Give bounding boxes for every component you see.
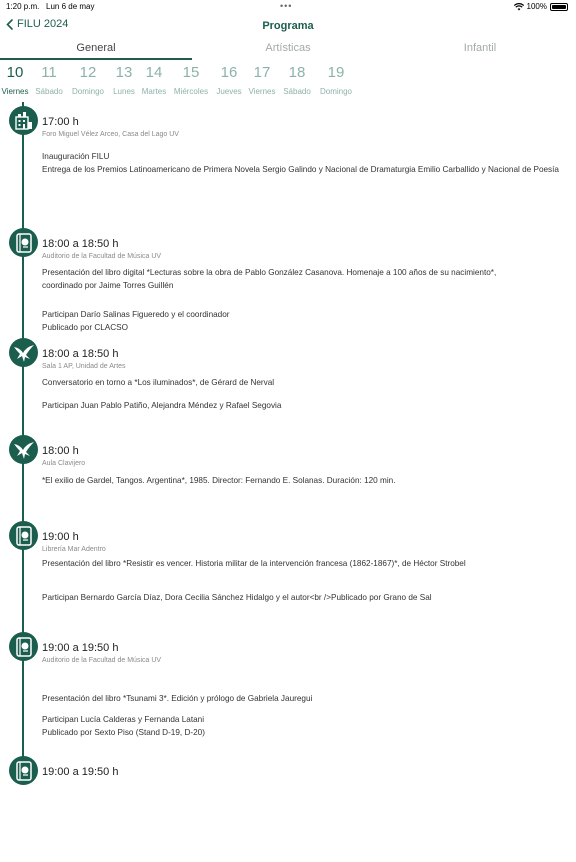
- event-time: 19:00 h: [42, 531, 79, 543]
- day-number: 16: [220, 64, 238, 81]
- day-name: Sábado: [35, 87, 63, 96]
- tab-artisticas[interactable]: Artísticas: [265, 42, 311, 54]
- day-name: Sábado: [283, 87, 311, 96]
- description-line: Presentación del libro *Tsunami 3*. Edición y prólogo de Gabriela Jauregui: [42, 694, 313, 703]
- event-description: [42, 692, 562, 705]
- status-indicators: [514, 2, 568, 11]
- event-description: [42, 308, 562, 334]
- multitask-dots[interactable]: •••: [280, 1, 293, 11]
- day-name: Domingo: [71, 87, 104, 96]
- day-name: Miércoles: [173, 87, 209, 96]
- wifi-icon: [514, 3, 524, 11]
- back-label: FILU 2024: [17, 18, 69, 30]
- book-icon: [9, 521, 38, 550]
- event-time: 17:00 h: [42, 116, 79, 128]
- event-place: Auditorio de la Facultad de Música UV: [42, 253, 162, 260]
- day-name: Jueves: [216, 87, 242, 96]
- event-description: [42, 376, 562, 389]
- tab-general[interactable]: General: [0, 38, 192, 60]
- day-number: 10: [6, 64, 24, 81]
- book-icon: [9, 632, 38, 661]
- book-icon: [9, 756, 38, 785]
- event-place: Librería Mar Adentro: [42, 546, 106, 553]
- event-place: Foro Miguel Vélez Arceo, Casa del Lago UV: [42, 131, 179, 138]
- bird-icon: [9, 435, 38, 464]
- event-timeline[interactable]: [0, 102, 576, 778]
- event-description: [42, 399, 562, 412]
- description-line: Participan Bernardo García Díaz, Dora Cecilia Sánchez Hidalgo y el autor<br />Publicado por Grano de Sal: [42, 593, 432, 602]
- description-line: Presentación del libro *Resistir es vencer. Historia militar de la intervención francesa (1862-1867)*, de Héctor Strobel: [42, 559, 466, 568]
- description-line: Inauguración FILU: [42, 152, 110, 161]
- day-19[interactable]: [316, 62, 356, 100]
- event-item[interactable]: [0, 224, 576, 334]
- day-11[interactable]: [29, 62, 69, 100]
- day-number: 11: [41, 64, 57, 81]
- description-line: Conversatorio en torno a *Los iluminados*, de Gérard de Nerval: [42, 378, 275, 387]
- event-place: Sala 1 AP, Unidad de Artes: [42, 363, 126, 370]
- event-description: [42, 591, 562, 604]
- battery-percent: 100%: [526, 2, 547, 11]
- day-selector: [0, 62, 576, 102]
- day-number: 12: [79, 64, 97, 81]
- event-description: [42, 474, 562, 487]
- description-line: Publicado por Sexto Piso (Stand D-19, D-20): [42, 728, 205, 737]
- event-time: 19:00 a 19:50 h: [42, 766, 119, 778]
- event-item[interactable]: [0, 334, 576, 444]
- day-14[interactable]: [134, 62, 174, 100]
- building-icon: [9, 106, 38, 135]
- battery-icon: [550, 3, 568, 11]
- description-line: Entrega de los Premios Latinoamericano de Primera Novela Sergio Galindo y Nacional de Dramaturgia Emilio Carballido y Nacional de Poesía: [42, 165, 559, 174]
- day-number: 18: [288, 64, 306, 81]
- event-place: Aula Clavijero: [42, 460, 86, 467]
- event-time: 18:00 a 18:50 h: [42, 238, 119, 250]
- status-bar: [0, 0, 576, 14]
- day-number: 17: [253, 64, 271, 81]
- event-description: [42, 266, 562, 292]
- event-item[interactable]: [0, 628, 576, 738]
- book-icon: [9, 228, 38, 257]
- tab-infantil[interactable]: Infantil: [463, 42, 497, 54]
- event-time: 19:00 a 19:50 h: [42, 642, 119, 654]
- description-line: Participan Darío Salinas Figueredo y el coordinador: [42, 310, 230, 319]
- description-line: coordinado por Jaime Torres Guillén: [42, 281, 174, 290]
- day-name: Viernes: [248, 87, 276, 96]
- event-description: [42, 557, 562, 570]
- event-description: [42, 713, 562, 739]
- day-15[interactable]: [171, 62, 211, 100]
- nav-bar: [0, 14, 576, 40]
- status-time: 1:20 p.m. Lun 6 de may: [6, 2, 95, 11]
- day-name: Martes: [141, 87, 167, 96]
- page-title: Programa: [262, 20, 314, 32]
- day-17[interactable]: [242, 62, 282, 100]
- day-18[interactable]: [277, 62, 317, 100]
- description-line: Participan Juan Pablo Patiño, Alejandra Méndez y Rafael Segovia: [42, 401, 282, 410]
- description-line: Participan Lucía Calderas y Fernanda Latani: [42, 715, 205, 724]
- day-number: 19: [327, 64, 345, 81]
- event-item[interactable]: [0, 752, 576, 862]
- description-line: *El exilio de Gardel, Tangos. Argentina*, 1985. Director: Fernando E. Solanas. Duración: 120 min.: [42, 476, 396, 485]
- event-place: Auditorio de la Facultad de Música UV: [42, 657, 162, 664]
- day-name: Viernes: [1, 87, 29, 96]
- day-number: 14: [145, 64, 163, 81]
- day-12[interactable]: [68, 62, 108, 100]
- day-number: 15: [182, 64, 200, 81]
- event-description: [42, 150, 562, 176]
- event-item[interactable]: [0, 517, 576, 627]
- category-tabs: [0, 38, 576, 60]
- description-line: Publicado por CLACSO: [42, 323, 129, 332]
- description-line: Presentación del libro digital *Lecturas sobre la obra de Pablo González Casanova. Homenaje a 100 años de su nacimiento*,: [42, 268, 497, 277]
- day-name: Domingo: [319, 87, 352, 96]
- day-number: 13: [115, 64, 133, 81]
- event-time: 18:00 h: [42, 445, 79, 457]
- bird-icon: [9, 338, 38, 367]
- day-name: Lunes: [113, 87, 135, 96]
- event-time: 18:00 a 18:50 h: [42, 348, 119, 360]
- event-item[interactable]: [0, 102, 576, 212]
